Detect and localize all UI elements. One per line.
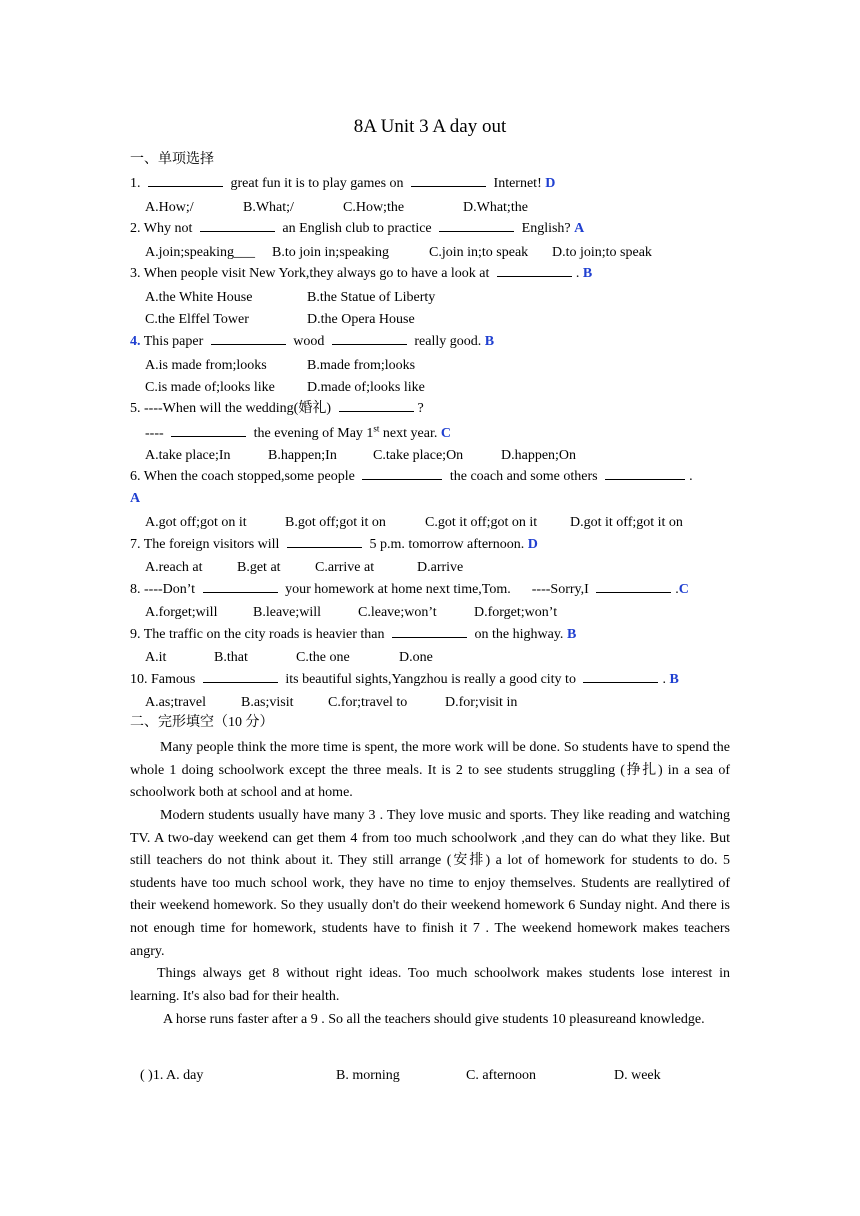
option: B.the Statue of Liberty <box>307 290 436 305</box>
q-text: an English club to practice <box>282 221 432 236</box>
option: D.forget;won’t <box>474 605 558 620</box>
option: D.What;the <box>463 200 528 215</box>
q-text: 8. ----Don’t <box>130 582 196 597</box>
answer-blank <box>171 424 246 437</box>
cloze-paragraph-2: Modern students usually have many 3 . They love music and sports. They like reading and watching TV. A two-day weekend can get them 4 from too much schoolwork ,and they can do what they like. But still teachers do not think about it. They still arrange (安排) a lot of homework for students to do. 5 students have too much school work, they have no time to enjoy themselves. Students are reallytired of their weekend homework. So they usually don't do their weekend homework 6 Sunday night. And there is not enough time for homework, students have to finish it 7 . The weekend homework makes teachers angry. <box>130 808 730 959</box>
options-row <box>145 311 415 329</box>
answer-key: B <box>669 672 679 687</box>
question-2 <box>130 219 584 238</box>
options-row <box>145 379 425 397</box>
q-text: your homework at home next time,Tom. <box>285 582 511 597</box>
option: B.that <box>214 650 248 665</box>
option: B.get at <box>237 560 281 575</box>
option: B.What;/ <box>243 200 294 215</box>
q-text: 3. When people visit New York,they always go to have a look at <box>130 266 490 281</box>
option: D.the Opera House <box>307 312 415 327</box>
question-1 <box>130 174 555 193</box>
option: A.forget;will <box>145 605 218 620</box>
option: B.happen;In <box>268 448 337 463</box>
options-row <box>145 604 557 622</box>
options-row <box>145 514 683 532</box>
q-text: . <box>662 672 666 687</box>
q-text: . <box>575 266 580 281</box>
question-5-reply <box>145 424 451 443</box>
option: D.one <box>399 650 433 665</box>
q-number: 1. <box>130 176 141 191</box>
option: B.to join in;speaking <box>272 245 390 260</box>
option: A.the White House <box>145 290 253 305</box>
question-3 <box>130 264 592 283</box>
option: C.the Elffel Tower <box>145 312 249 327</box>
option: A.take place;In <box>145 448 231 463</box>
question-6-answer <box>130 490 140 508</box>
option: C.arrive at <box>315 560 375 575</box>
answer-key: A <box>130 491 141 506</box>
options-row <box>145 447 576 465</box>
q-text: ---- <box>145 426 164 441</box>
option: C.is made of;looks like <box>145 380 275 395</box>
q-number: 2. Why not <box>130 221 193 236</box>
answer-blank <box>596 580 671 593</box>
cloze-paragraph-4: A horse runs faster after a 9 . So all the teachers should give students 10 pleasureand knowledge. <box>163 1012 705 1027</box>
answer-blank <box>211 332 286 345</box>
option: A.is made from;looks <box>145 358 267 373</box>
q-text: 10. Famous <box>130 672 196 687</box>
option: A.got off;got on it <box>145 515 247 530</box>
option: A.How;/ <box>145 200 194 215</box>
answer-blank <box>287 535 362 548</box>
options-row <box>145 559 463 577</box>
question-4 <box>130 332 494 351</box>
question-prompt: ( )1. A. day <box>140 1068 204 1083</box>
question-8 <box>130 580 689 599</box>
option: D.made of;looks like <box>307 380 425 395</box>
cloze-paragraph-3: Things always get 8 without right ideas. Too much schoolwork makes students lose interest in learning. It's also bad for their health. <box>130 966 730 1004</box>
answer-blank <box>411 174 486 187</box>
q-text: . <box>689 469 693 484</box>
q-text: its beautiful sights,Yangzhou is really a good city to <box>285 672 576 687</box>
question-5 <box>130 399 424 418</box>
option: D.for;visit in <box>445 695 518 710</box>
option: C.for;travel to <box>328 695 408 710</box>
option: C.the one <box>296 650 350 665</box>
q-text: great fun it is to play games on <box>230 176 404 191</box>
option: D.got it off;got it on <box>570 515 683 530</box>
option: A.as;travel <box>145 695 207 710</box>
option: D.to join;to speak <box>552 245 652 260</box>
options-row <box>145 244 652 262</box>
question-9 <box>130 625 576 644</box>
answer-blank <box>203 670 278 683</box>
page-title: 8A Unit 3 A day out <box>353 116 507 137</box>
q-text: on the highway. <box>474 627 564 642</box>
option: C.take place;On <box>373 448 464 463</box>
cloze-question-1 <box>140 1067 661 1085</box>
answer-blank <box>339 399 414 412</box>
answer-blank <box>203 580 278 593</box>
section-heading: 一、单项选择 <box>130 152 214 167</box>
option: C.join in;to speak <box>429 245 529 260</box>
q-text: 5 p.m. tomorrow afternoon. <box>369 537 525 552</box>
answer-key: B <box>484 334 495 349</box>
q-text: 5. ----When will the wedding(婚礼) <box>130 401 331 416</box>
question-10 <box>130 670 679 689</box>
q-text: the coach and some others <box>449 469 598 484</box>
q-text: next year. <box>382 426 438 441</box>
option: D.arrive <box>417 560 464 575</box>
option: A.it <box>145 650 167 665</box>
superscript: st <box>373 423 380 434</box>
option: D.happen;On <box>501 448 577 463</box>
q-text: ? <box>417 401 424 416</box>
options-row <box>145 357 415 375</box>
options-row <box>145 199 528 217</box>
answer-blank <box>200 219 275 232</box>
options-row <box>145 289 435 307</box>
answer-blank <box>148 174 223 187</box>
q-text: This paper <box>143 334 204 349</box>
option: B.got off;got it on <box>285 515 386 530</box>
question-7 <box>130 535 538 554</box>
q-text: . <box>675 582 679 597</box>
answer-blank <box>497 264 572 277</box>
answer-key: D <box>545 176 556 191</box>
q-text: 9. The traffic on the city roads is heavier than <box>130 627 385 642</box>
option: B.as;visit <box>241 695 294 710</box>
answer-key: C <box>678 582 689 597</box>
option: B.made from;looks <box>307 358 416 373</box>
question-6 <box>130 467 693 486</box>
q-text: Internet! <box>493 176 542 191</box>
q-text: really good. <box>414 334 482 349</box>
q-text: 7. The foreign visitors will <box>130 537 280 552</box>
answer-blank <box>605 467 685 480</box>
q-text: 6. When the coach stopped,some people <box>130 469 355 484</box>
q-text: the evening of May 1 <box>253 426 374 441</box>
options-row <box>145 649 433 667</box>
q-text: ----Sorry,I <box>531 582 589 597</box>
section-heading: 二、完形填空（10 分） <box>130 715 274 730</box>
answer-key: A <box>574 221 585 236</box>
option: B. morning <box>336 1068 400 1083</box>
option: C.leave;won’t <box>358 605 437 620</box>
q-number: 4. <box>130 334 141 349</box>
answer-key: C <box>440 426 451 441</box>
option: A.join;speaking___ <box>145 245 256 260</box>
option: C.got it off;got on it <box>425 515 538 530</box>
q-text: wood <box>293 334 325 349</box>
q-text: English? <box>521 221 571 236</box>
option: B.leave;will <box>253 605 322 620</box>
answer-key: B <box>566 627 577 642</box>
answer-blank <box>332 332 407 345</box>
option: C.How;the <box>343 200 405 215</box>
answer-blank <box>439 219 514 232</box>
answer-key: D <box>527 537 538 552</box>
options-row <box>145 694 517 712</box>
option: D. week <box>614 1068 661 1083</box>
option: A.reach at <box>145 560 203 575</box>
answer-blank <box>392 625 467 638</box>
answer-blank <box>583 670 658 683</box>
cloze-paragraph-1: Many people think the more time is spent, the more work will be done. So students have to spend the whole 1 doing schoolwork except the three meals. It is 2 to see students struggling (挣扎) in a sea of schoolwork both at school and at home. <box>130 740 730 801</box>
answer-key: B <box>582 266 593 281</box>
option: C. afternoon <box>466 1068 536 1083</box>
answer-blank <box>362 467 442 480</box>
